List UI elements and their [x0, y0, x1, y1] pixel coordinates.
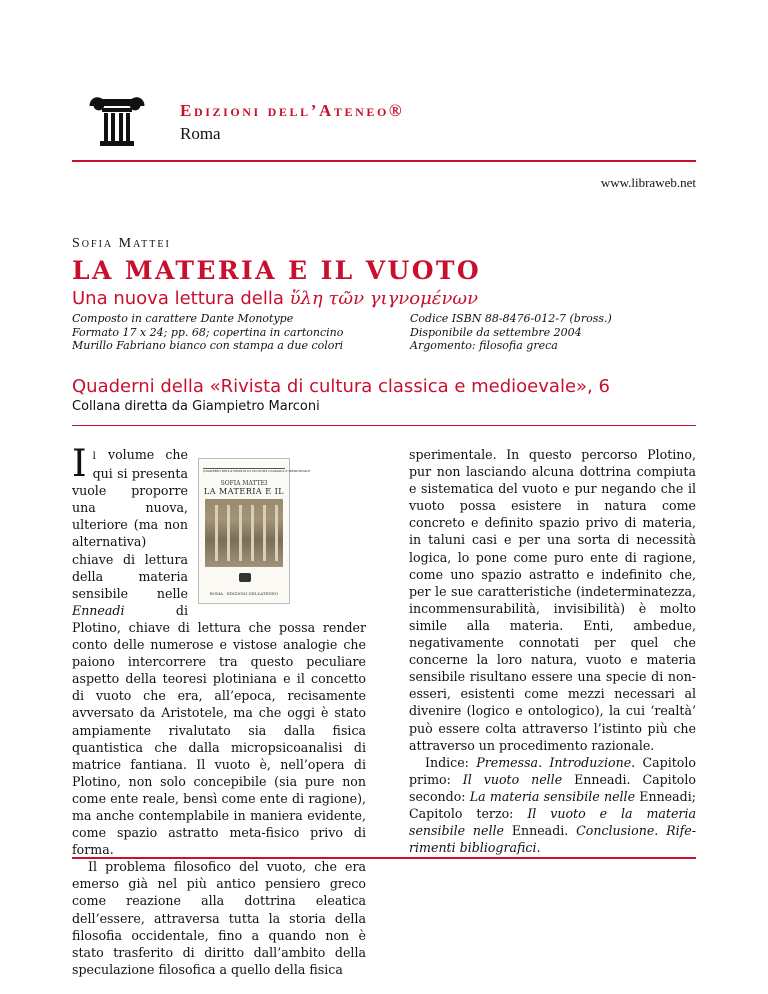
cover-title: LA MATERIA E IL: [203, 487, 285, 496]
website-link[interactable]: www.libraweb.net: [600, 175, 696, 190]
paragraph-plotinus: sperimentale. In questo percorso Plotino, pur non lasciando alcuna dottrina compiuta e sistematica del vuoto e pur negando che il vuoto possa esistere in natura come concreto e definito spazio privo di materia, in taluni casi e per una sorta di necessità logica, lo pone come puro ente di ragione, come uno spazio astratto e indefinito che, per le sue caratteristiche (indeterminatezza, incommensurabilità, invisibilità) è molto simile alla materia. Enti, ambedue, negativamente connotati per quel che concerne la loro natura, vuoto e materia sensibile risultano essere una specie di non-esseri, esistenti come mezzi necessari al divenire (logico e ontologico), la cui ‘realtà’ può essere colta attraverso l’istinto più che attraverso un procedimento razionale.: [409, 447, 696, 753]
drop-cap: I: [72, 442, 87, 485]
book-subtitle: [72, 288, 478, 309]
table-of-contents: Indice: Premessa. Introduzione. Capitolo primo: Il vuoto nelle Enneadi. Capitolo secondo: La materia sensibile nelle Enneadi; Capitolo terzo: Il vuoto e la materia sensibile nelle Enneadi. Conclusione. Riferimenti bibliografici.: [409, 754, 697, 856]
section-divider: [72, 425, 696, 426]
cover-series-line: QUADERNI DELLA RIVISTA DI CULTURA CLASSICA E MEDIOEVALE: [203, 463, 285, 469]
publisher-name: Edizioni dell’Ateneo®: [180, 101, 405, 120]
cover-author: SOFIA MATTEI: [220, 480, 268, 487]
paragraph-intro: Il volume che qui si presenta vuole proporre una nuova, ulteriore (ma non alternativa) chiave di lettura della materia sensibile nelle Enneadi di Plotino, chiave di lettura che possa render conto delle numerose e vistose analogie che paiono intercorrere tra questo peculiare aspetto della teoresi plotiniana e il concetto di vuoto che era, all’epoca, recisamente avversato da Aristotele, ma che oggi è stato ampiamente rivalutato sia dalla fisica quantistica che dalla micropsicoanalisi di matrice fantiana. Il vuoto è, nell’opera di Plotino, non solo concepibile (sia pure non come ente reale, bensì come ente di ragione), ma anche contemplabile in maniera evidente, come spazio astratto meta-fisico privo di forma.: [72, 442, 366, 858]
subtitle-greek: ὕλη τῶν γιγνομένων: [289, 288, 479, 309]
subject-line: Argomento: filosofia greca: [410, 339, 558, 352]
text-column-right: [409, 446, 696, 856]
paragraph-vacuum-problem: Il problema filosofico del vuoto, che era emerso già nel più antico pensiero greco come reazione alla dottrina eleatica dell’essere, attraversa tutta la storia della filosofia occidentale, fino a quando non è stato trasferito di diritto dall’ambito della speculazione filosofica a quello della fisica: [72, 859, 366, 977]
cover-photo-ruins: [205, 499, 283, 567]
text-column-left: [72, 442, 366, 978]
book-cover-image: [198, 458, 311, 604]
header-divider: [72, 160, 696, 162]
cover-publisher: ROMA · EDIZIONI DELL’ATENEO: [209, 591, 279, 596]
subtitle-prefix: Una nuova lettura della: [72, 288, 290, 309]
publisher-city: Roma: [180, 124, 221, 143]
book-catalog-info: [410, 312, 612, 353]
spec-line: Composto in carattere Dante Monotype: [72, 312, 294, 325]
spec-line: Murillo Fabriano bianco con stampa a due colori: [72, 339, 344, 352]
spec-line: Formato 17 x 24; pp. 68; copertina in cartoncino: [72, 325, 344, 339]
book-title: LA MATERIA E IL VUOTO: [72, 256, 482, 285]
author-name: Sofia Mattei: [72, 236, 171, 251]
intro-smallcaps: l: [92, 451, 97, 462]
availability-line: Disponibile da settembre 2004: [410, 325, 582, 339]
ionic-column-logo-icon: [84, 96, 150, 148]
series-editor: Collana diretta da Giampietro Marconi: [72, 399, 320, 414]
series-title: Quaderni della «Rivista di cultura classica e medioevale», 6: [72, 376, 610, 397]
isbn-line: Codice ISBN 88-8476-012-7 (bross.): [410, 312, 612, 325]
cover-emblem-icon: [239, 573, 251, 582]
book-specs: [72, 312, 343, 353]
footer-divider: [72, 857, 696, 859]
